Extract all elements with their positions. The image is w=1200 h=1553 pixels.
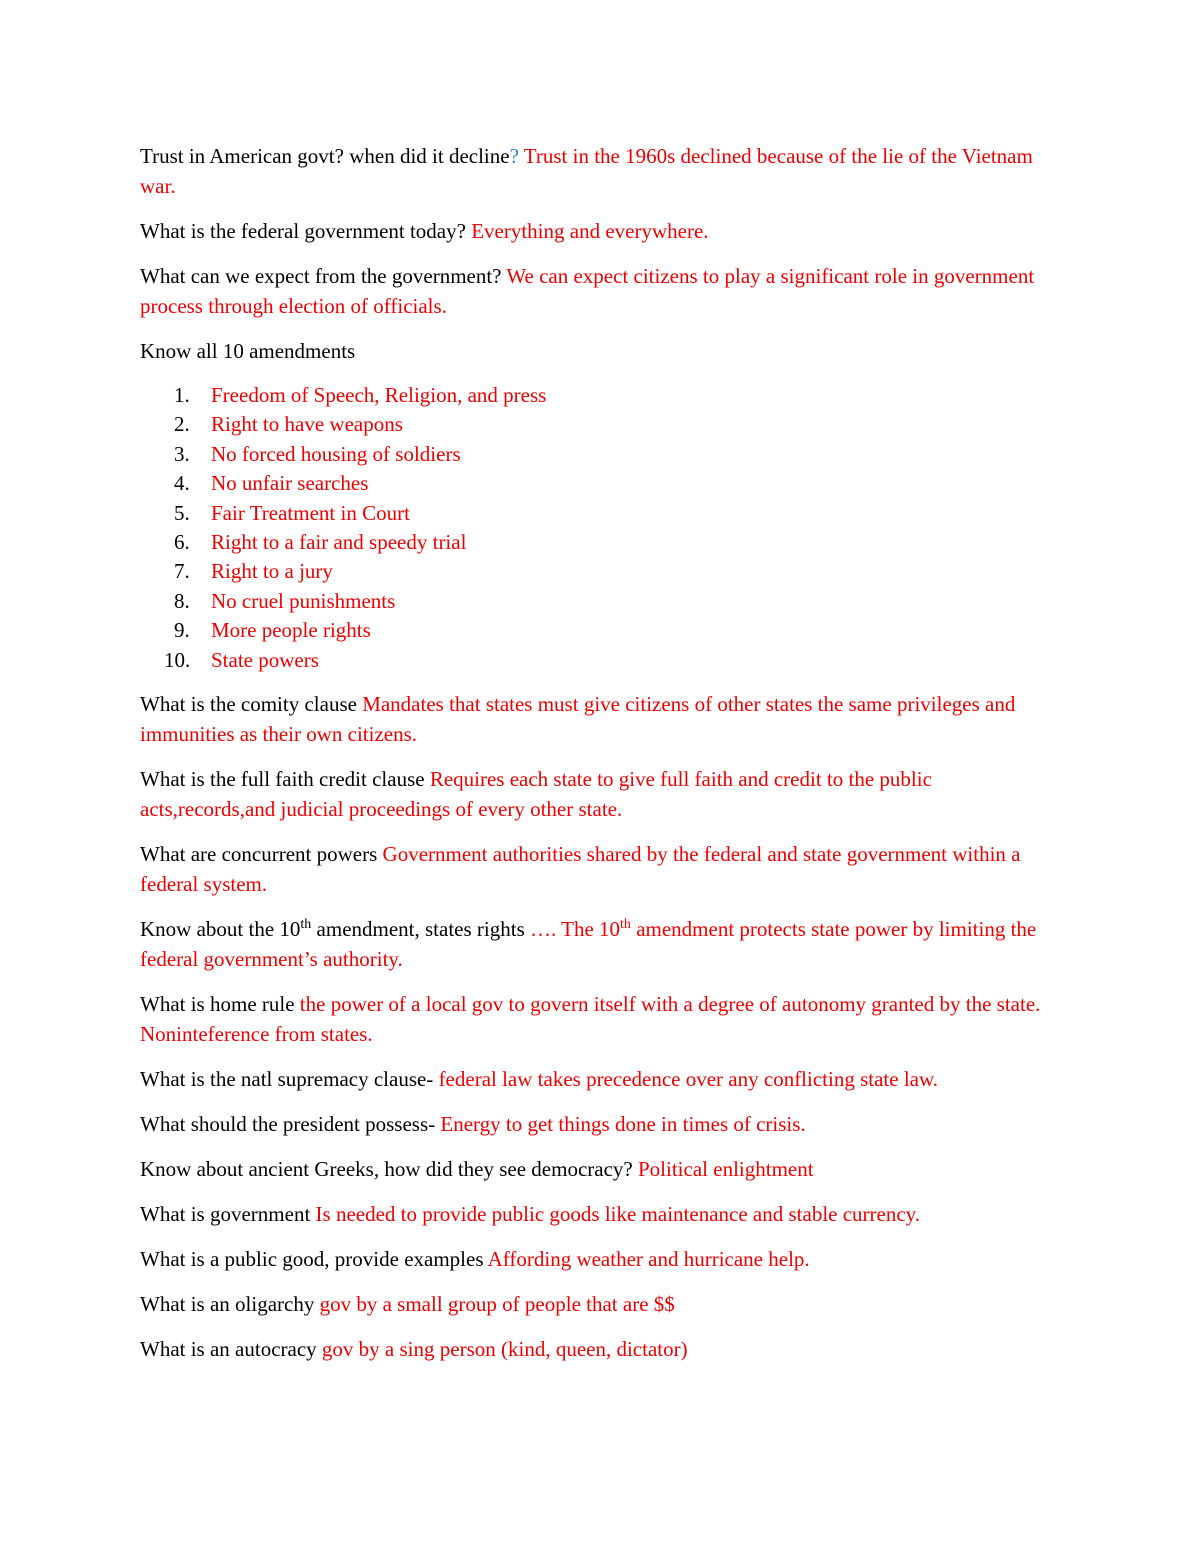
- list-number: 5.: [174, 500, 190, 525]
- answer-text: Mandates that states must give citizens of other states the same privileges and immunities as their own citizens.: [140, 692, 1016, 747]
- list-item-text: State powers: [211, 647, 319, 672]
- answer-text: Energy to get things done in times of crisis.: [440, 1112, 806, 1137]
- question-tenth-amendment: [140, 914, 1065, 974]
- question-federal-government-today: [140, 216, 1065, 246]
- list-item: [140, 499, 1065, 528]
- answer-text: gov by a small group of people that are $$: [319, 1292, 675, 1317]
- answer-text: Is needed to provide public goods like maintenance and stable currency.: [315, 1202, 921, 1227]
- answer-text: Government authorities shared by the federal and state government within a federal system.: [140, 842, 1021, 897]
- question-text: amendment, states rights: [311, 917, 531, 942]
- question-public-good: [140, 1244, 1065, 1274]
- list-item-text: Right to a fair and speedy trial: [211, 530, 467, 555]
- answer-text: the power of a local gov to govern itself with a degree of autonomy granted by the state. Noninteference from states.: [140, 992, 1041, 1047]
- list-item-text: More people rights: [211, 618, 371, 643]
- list-item: [140, 528, 1065, 557]
- list-item-text: No forced housing of soldiers: [211, 441, 461, 466]
- list-number: 2.: [174, 412, 190, 437]
- answer-text: Political enlightment: [638, 1157, 814, 1182]
- question-text: What is an autocracy: [140, 1337, 322, 1362]
- list-number: 8.: [174, 588, 190, 613]
- question-text: What are concurrent powers: [140, 842, 383, 867]
- question-text: What is the natl supremacy clause-: [140, 1067, 439, 1092]
- list-item: [140, 381, 1065, 410]
- list-item: [140, 587, 1065, 616]
- list-item: [140, 646, 1065, 675]
- answer-text: Requires each state to give full faith and credit to the public acts,records,and judicial proceedings of every other state.: [140, 767, 932, 822]
- question-home-rule: [140, 989, 1065, 1049]
- question-autocracy: [140, 1334, 1065, 1364]
- list-number: 3.: [174, 441, 190, 466]
- answer-text: Affording weather and hurricane help.: [487, 1247, 810, 1272]
- question-text: What is home rule: [140, 992, 300, 1017]
- question-text: What is government: [140, 1202, 316, 1227]
- document-body: [140, 141, 1065, 1379]
- question-comity-clause: [140, 689, 1065, 749]
- answer-text: We can expect citizens to play a significant role in government process through election of officials.: [140, 264, 1035, 318]
- question-text: What is the federal government today?: [140, 219, 472, 243]
- list-item: [140, 557, 1065, 586]
- list-number: 7.: [174, 559, 190, 584]
- list-item-text: Right to have weapons: [211, 412, 403, 437]
- question-full-faith-credit: [140, 764, 1065, 824]
- question-president-possess: [140, 1109, 1065, 1139]
- answer-text: Trust in the 1960s declined because of the lie of the Vietnam war.: [140, 144, 1033, 198]
- ellipsis: ….: [530, 917, 562, 942]
- question-oligarchy: [140, 1289, 1065, 1319]
- list-item-text: No cruel punishments: [211, 588, 396, 613]
- question-mark: ?: [509, 144, 519, 168]
- list-item: [140, 410, 1065, 439]
- list-number: 9.: [174, 618, 190, 643]
- list-item-text: Freedom of Speech, Religion, and press: [211, 383, 547, 407]
- list-number: 4.: [174, 471, 190, 496]
- answer-text: federal law takes precedence over any conflicting state law.: [438, 1067, 939, 1092]
- list-number: 1.: [174, 383, 190, 407]
- list-number: 10.: [164, 647, 191, 672]
- question-trust: [140, 141, 1065, 201]
- answer-text: gov by a sing person (kind, queen, dictator): [321, 1337, 688, 1362]
- amendments-heading: Know all 10 amendments: [140, 339, 356, 363]
- list-number: 6.: [174, 530, 190, 555]
- answer-text: amendment protects state power by limiting the federal government’s authority.: [140, 917, 1037, 972]
- answer-text: The 10: [561, 917, 621, 942]
- question-expect-from-government: [140, 261, 1065, 321]
- question-text: What is the comity clause: [140, 692, 363, 717]
- list-item-text: Right to a jury: [211, 559, 333, 584]
- question-supremacy-clause: [140, 1064, 1065, 1094]
- question-text: What is an oligarchy: [140, 1292, 320, 1317]
- question-text: Know about the 10: [140, 917, 301, 942]
- question-text: What is a public good, provide examples: [140, 1247, 488, 1272]
- list-item: [140, 469, 1065, 498]
- list-item: [140, 616, 1065, 645]
- question-text: Trust in American govt? when did it decline: [140, 144, 510, 168]
- list-item-text: Fair Treatment in Court: [211, 500, 410, 525]
- question-text: What can we expect from the government?: [140, 264, 507, 288]
- list-item-text: No unfair searches: [211, 471, 369, 496]
- superscript: th: [300, 917, 312, 933]
- question-text: Know about ancient Greeks, how did they see democracy?: [140, 1157, 638, 1182]
- question-what-is-government: [140, 1199, 1065, 1229]
- question-text: What should the president possess-: [140, 1112, 441, 1137]
- question-text: What is the full faith credit clause: [140, 767, 430, 792]
- answer-text: Everything and everywhere.: [471, 219, 709, 243]
- list-item: [140, 440, 1065, 469]
- amendments-list: [140, 381, 1065, 675]
- question-ancient-greeks: [140, 1154, 1065, 1184]
- question-concurrent-powers: [140, 839, 1065, 899]
- superscript: th: [620, 917, 631, 933]
